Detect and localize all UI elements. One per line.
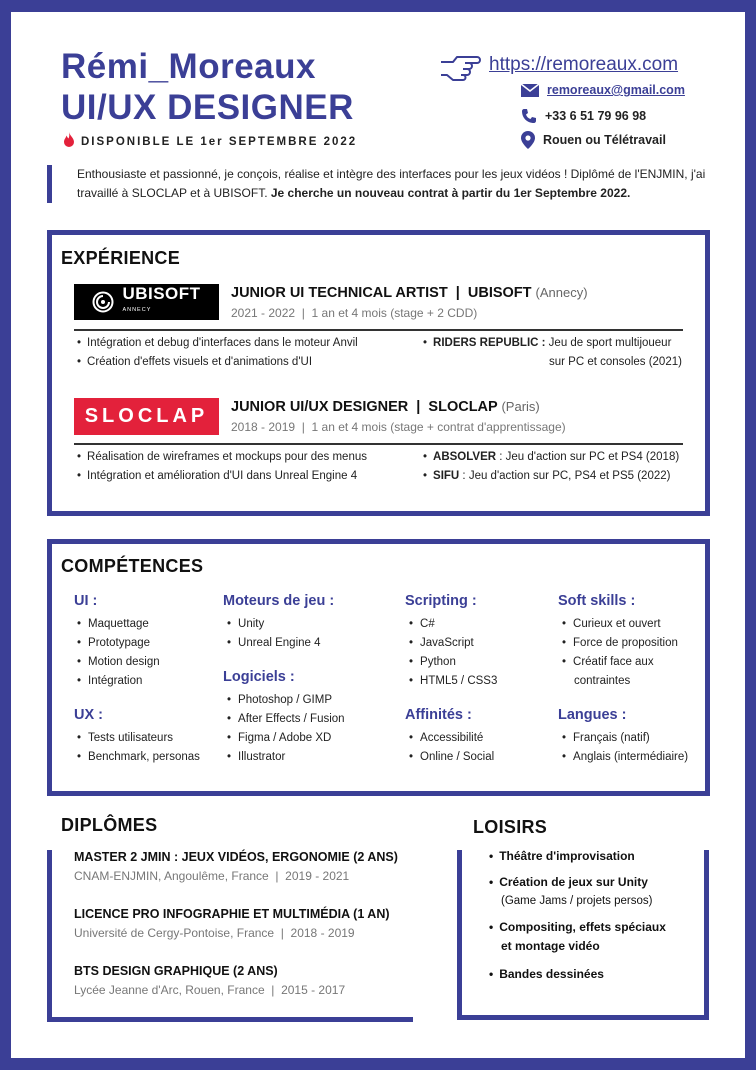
skill-item: • Intégration (77, 672, 160, 691)
skill-list (77, 615, 160, 691)
location-text: Rouen ou Télétravail (543, 133, 666, 147)
map-pin-icon (521, 131, 535, 149)
skill-item: • Tests utilisateurs (77, 729, 200, 748)
skill-group-title: UX : (74, 707, 103, 723)
skill-item-continued: contraintes (574, 675, 631, 687)
skill-group-title: Soft skills : (558, 593, 636, 609)
skill-item: • Unity (227, 615, 321, 634)
skill-item: • Online / Social (409, 748, 494, 767)
availability-text: DISPONIBLE LE 1er SEPTEMBRE 2022 (81, 136, 358, 148)
hobbies-border-right (704, 850, 709, 1020)
degree-title: MASTER 2 JMIN : JEUX VIDÉOS, ERGONOMIE (2 ANS) (74, 850, 398, 864)
skill-item: • JavaScript (409, 634, 497, 653)
resume-page (11, 12, 745, 1058)
skill-item: • HTML5 / CSS3 (409, 672, 497, 691)
email-row (521, 83, 685, 97)
skills-heading: COMPÉTENCES (61, 556, 204, 576)
skill-group-title: Logiciels : (223, 669, 295, 685)
ubisoft-logo-text: UBISOFT (122, 284, 201, 303)
projects-sloclap (423, 448, 679, 486)
degree-detail: Université de Cergy-Pontoise, France | 2018 - 2019 (74, 926, 355, 940)
skill-item: • Prototypage (77, 634, 160, 653)
intro-paragraph (47, 165, 737, 203)
ubisoft-logo-sub: ANNECY (122, 307, 152, 313)
email-link[interactable]: remoreaux@gmail.com (547, 83, 685, 97)
candidate-name: Rémi_Moreaux (61, 47, 316, 86)
ubisoft-swirl-icon (92, 291, 114, 313)
pointing-hand-icon (439, 53, 483, 86)
hobby-item (489, 918, 666, 956)
skill-list (409, 615, 497, 691)
project-desc: : Jeu d'action sur PC, PS4 et PS5 (2022) (459, 470, 671, 482)
job-location-ubisoft: (Annecy) (535, 285, 588, 300)
hobby-item (489, 873, 652, 911)
sloclap-logo: SLOCLAP (74, 398, 219, 435)
ubisoft-logo (74, 284, 219, 320)
skill-list (77, 729, 200, 767)
skill-group-title: Langues : (558, 707, 627, 723)
skill-item: • Créatif face aux (562, 653, 678, 672)
website-link[interactable]: https://remoreaux.com (489, 54, 679, 75)
hobby-label: • Compositing, effets spéciaux (489, 918, 666, 937)
diplomas-heading: DIPLÔMES (61, 815, 158, 835)
diplomas-border-bottom (47, 1017, 413, 1022)
skill-item: • Photoshop / GIMP (227, 691, 345, 710)
phone-row (521, 108, 646, 124)
skill-item: • C# (409, 615, 497, 634)
location-row (521, 131, 666, 149)
hobby-label: • Théâtre d'improvisation (489, 847, 635, 866)
job-dates-sloclap: 2018 - 2019 | 1 an et 4 mois (stage + contrat d'apprentissage) (231, 420, 566, 434)
skill-item: • Curieux et ouvert (562, 615, 678, 634)
phone-number: +33 6 51 79 96 98 (545, 109, 647, 123)
job-title-ubisoft (231, 285, 588, 301)
skill-list (562, 615, 678, 691)
project-desc: Jeu de sport multijoueur (545, 337, 672, 349)
phone-icon (521, 108, 537, 124)
skill-item: • Python (409, 653, 497, 672)
hobby-item (489, 847, 635, 866)
divider (74, 443, 683, 445)
skill-item: • Accessibilité (409, 729, 494, 748)
project-name: ABSOLVER (433, 451, 497, 463)
skill-list (227, 615, 321, 653)
degree-detail: CNAM-ENJMIN, Angoulême, France | 2019 - 2021 (74, 869, 350, 883)
flame-icon (63, 132, 75, 150)
project-name: SIFU (433, 470, 460, 482)
project-name: RIDERS REPUBLIC : (433, 337, 546, 349)
task-item: • Intégration et amélioration d'UI dans Unreal Engine 4 (77, 467, 367, 486)
skill-list (562, 729, 688, 767)
skill-item: • Anglais (intermédiaire) (562, 748, 688, 767)
job-dates-ubisoft: 2021 - 2022 | 1 an et 4 mois (stage + 2 CDD) (231, 306, 478, 320)
hobbies-border-left (457, 850, 462, 1020)
job-title-ubisoft-text: JUNIOR UI TECHNICAL ARTIST | UBISOFT (231, 285, 532, 301)
job-location-sloclap: (Paris) (501, 399, 540, 414)
task-item: • Réalisation de wireframes et mockups pour des menus (77, 448, 367, 467)
hobby-detail: (Game Jams / projets persos) (501, 895, 653, 907)
skill-item: • Motion design (77, 653, 160, 672)
hobby-label-continued: et montage vidéo (501, 939, 600, 953)
job-title-sloclap-text: JUNIOR UI/UX DESIGNER | SLOCLAP (231, 399, 498, 415)
project-desc-2: sur PC et consoles (2021) (549, 356, 682, 368)
hobby-item (489, 965, 604, 984)
degree-title: LICENCE PRO INFOGRAPHIE ET MULTIMÉDIA (1 AN) (74, 907, 390, 921)
skill-list (227, 691, 345, 767)
hobby-label: • Création de jeux sur Unity (489, 873, 652, 892)
job-title-heading: UI/UX DESIGNER (61, 88, 354, 127)
tasks-ubisoft (77, 334, 358, 372)
diplomas-border-left (47, 850, 52, 1022)
envelope-icon (521, 84, 539, 97)
skill-item: • Figma / Adobe XD (227, 729, 345, 748)
skill-group-title: Affinités : (405, 707, 472, 723)
task-item: • Intégration et debug d'interfaces dans le moteur Anvil (77, 334, 358, 353)
experience-heading: EXPÉRIENCE (61, 248, 181, 268)
job-title-sloclap (231, 399, 540, 415)
availability (63, 132, 357, 150)
divider (74, 329, 683, 331)
intro-highlight: Je cherche un nouveau contrat à partir du 1er Septembre 2022. (270, 186, 631, 200)
skill-list (409, 729, 494, 767)
skill-group-title: Scripting : (405, 593, 477, 609)
skill-item: • Benchmark, personas (77, 748, 200, 767)
skill-item: • Illustrator (227, 748, 345, 767)
skill-item: • Maquettage (77, 615, 160, 634)
hobby-label: • Bandes dessinées (489, 965, 604, 984)
degree-detail: Lycée Jeanne d'Arc, Rouen, France | 2015 - 2017 (74, 983, 346, 997)
tasks-sloclap (77, 448, 367, 486)
hobbies-heading: LOISIRS (473, 817, 548, 837)
intro-text: Enthousiaste et passionné, je conçois, réalise et intègre des interfaces pour les jeux vidéos ! Diplômé de l'ENJMIN, j'ai travaillé à SLOCLAP et à UBISOFT. (77, 167, 706, 200)
skill-item: • Français (natif) (562, 729, 688, 748)
skill-item: • After Effects / Fusion (227, 710, 345, 729)
hobbies-border-bottom (457, 1015, 709, 1020)
projects-ubisoft (423, 334, 682, 372)
project-desc: : Jeu d'action sur PC et PS4 (2018) (496, 451, 680, 463)
degree-title: BTS DESIGN GRAPHIQUE (2 ANS) (74, 964, 278, 978)
skill-group-title: UI : (74, 593, 98, 609)
skill-item: • Force de proposition (562, 634, 678, 653)
task-item: • Création d'effets visuels et d'animations d'UI (77, 353, 358, 372)
skill-group-title: Moteurs de jeu : (223, 593, 335, 609)
skill-item: • Unreal Engine 4 (227, 634, 321, 653)
